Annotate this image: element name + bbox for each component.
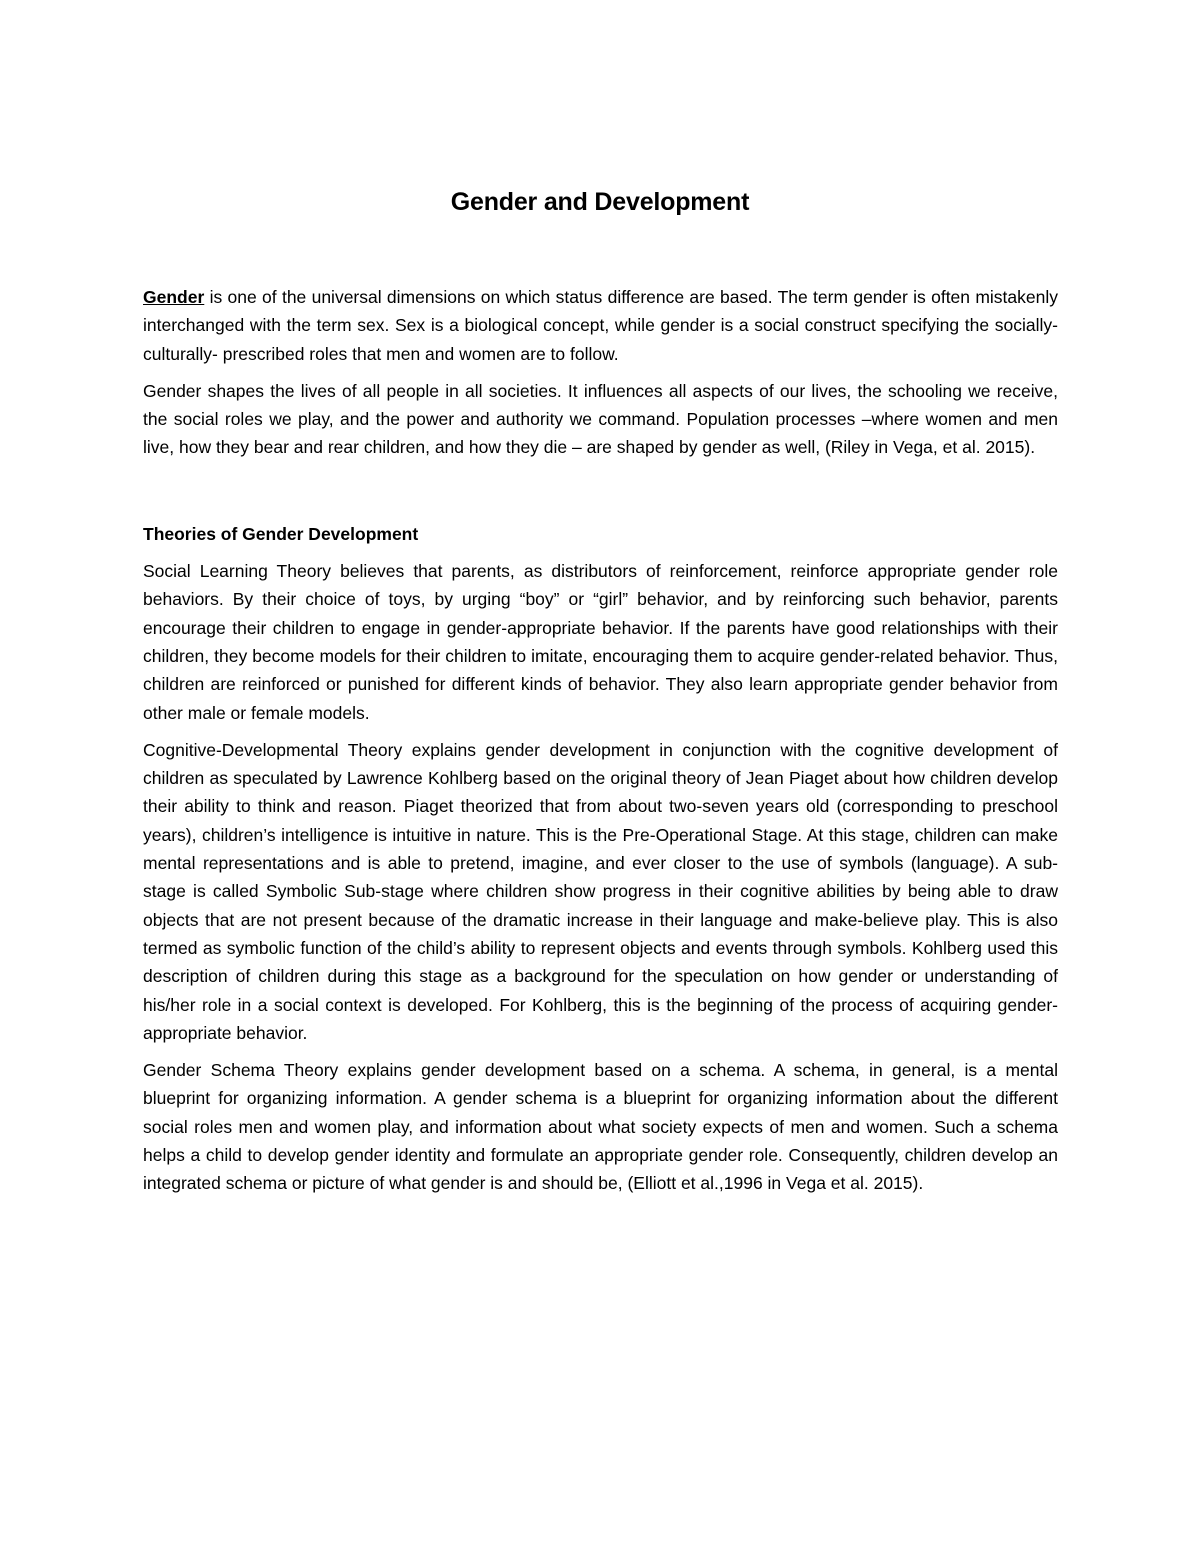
intro-paragraph <box>143 283 1058 368</box>
social-learning-paragraph: Social Learning Theory believes that parents, as distributors of reinforcement, reinforce appropriate gender role behaviors. By their choice of toys, by urging “boy” or “girl” behavior, and by reinforcing such behavior, parents encourage their children to engage in gender-appropriate behavior. If the parents have good relationships with their children, they become models for their children to imitate, encouraging them to acquire gender-related behavior. Thus, children are reinforced or punished for different kinds of behavior. They also learn appropriate gender behavior from other male or female models. <box>143 561 1058 723</box>
gender-shapes-paragraph: Gender shapes the lives of all people in all societies. It influences all aspects of our lives, the schooling we receive, the social roles we play, and the power and authority we command. Population processes –where women and men live, how they bear and rear children, and how they die – are shaped by gender as well, (Riley in Vega, et al. 2015). <box>143 380 1058 458</box>
document-body <box>143 283 1058 1207</box>
cognitive-developmental-paragraph: Cognitive-Developmental Theory explains gender development in conjunction with the cognitive development of children as speculated by Lawrence Kohlberg based on the original theory of Jean Piaget about how children develop their ability to think and reason. Piaget theorized that from about two-seven years old (corresponding to preschool years), children’s intelligence is intuitive in nature. This is the Pre-Operational Stage. At this stage, children can make mental representations and is able to pretend, imagine, and ever closer to the use of symbols (language). A sub- stage is called Symbolic Sub-stage where children show progress in their cognitive abilities by being able to draw objects that are not present because of the dramatic increase in their language and make-believe play. This is also termed as symbolic function of the child’s ability to represent objects and events through symbols. Kohlberg used this description of children during this stage as a background for the speculation on how gender or understanding of his/her role in a social context is developed. For Kohlberg, this is the beginning of the process of acquiring gender- appropriate behavior. <box>143 739 1058 1043</box>
gender-schema-paragraph: Gender Schema Theory explains gender development based on a schema. A schema, in general, is a mental blueprint for organizing information. A gender schema is a blueprint for organizing information about the different social roles men and women play, and information about what society expects of men and women. Such a schema helps a child to develop gender identity and formulate an appropriate gender role. Consequently, children develop an integrated schema or picture of what gender is and should be, (Elliott et al.,1996 in Vega et al. 2015). <box>143 1060 1058 1194</box>
gender-term: Gender <box>143 287 205 307</box>
document-title: Gender and Development <box>450 188 750 216</box>
intro-text: is one of the universal dimensions on which status difference are based. The term gender is often mistakenly interchanged with the term sex. Sex is a biological concept, while gender is a social construct specifying the socially-culturally- prescribed roles that men and women are to follow. <box>143 287 1058 364</box>
section-heading: Theories of Gender Development <box>143 523 419 544</box>
